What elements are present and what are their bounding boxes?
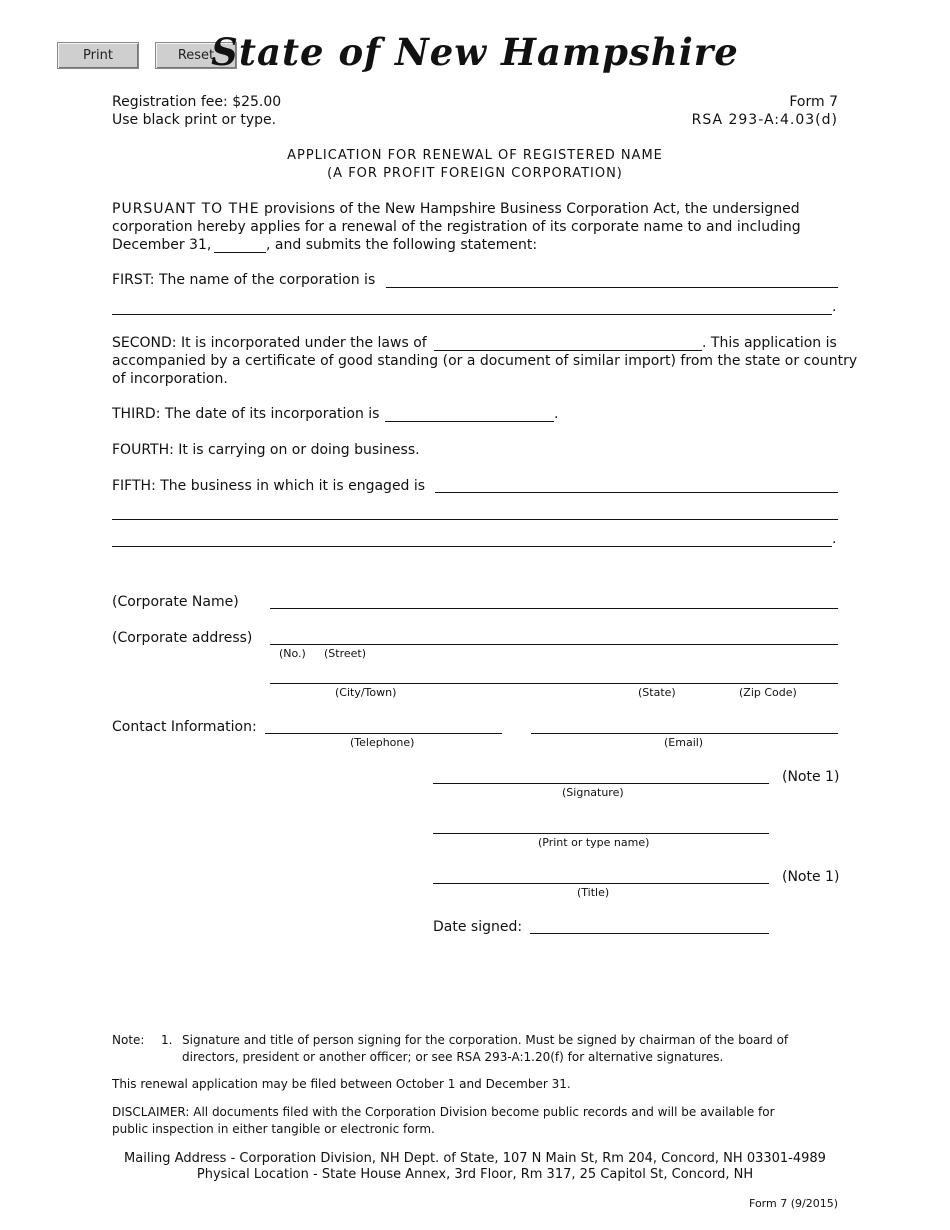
- period: .: [832, 531, 837, 547]
- print-button[interactable]: Print: [57, 42, 139, 69]
- second-line2: accompanied by a certificate of good standing (or a document of similar import) from the state or country: [112, 353, 858, 369]
- telephone-field[interactable]: [265, 733, 502, 734]
- note-reference: (Note 1): [782, 869, 840, 885]
- mailing-address: Mailing Address - Corporation Division, NH Dept. of State, 107 N Main St, Rm 204, Concord, NH 03301-4989: [124, 1151, 826, 1166]
- corporate-name-field[interactable]: [270, 608, 838, 609]
- form-number: Form 7: [789, 94, 838, 110]
- note-number: 1.: [161, 1033, 173, 1047]
- intro-line3-start: December 31,: [112, 237, 212, 253]
- period: .: [554, 406, 559, 422]
- note-label: Note:: [112, 1033, 145, 1047]
- incorporation-laws-field[interactable]: [434, 350, 702, 351]
- business-field-3[interactable]: [112, 546, 832, 547]
- intro-line3-end: , and submits the following statement:: [266, 237, 538, 253]
- contact-label: Contact Information:: [112, 719, 257, 735]
- business-field[interactable]: [435, 492, 838, 493]
- disclaimer-line2: public inspection in either tangible or electronic form.: [112, 1122, 435, 1136]
- intro-lead: PURSUANT TO THE: [112, 201, 260, 217]
- reset-button[interactable]: Reset: [155, 42, 237, 69]
- period: .: [832, 299, 837, 315]
- note-reference: (Note 1): [782, 769, 840, 785]
- rsa-reference: RSA 293-A:4.03(d): [691, 112, 838, 128]
- corporation-name-field[interactable]: [386, 287, 838, 288]
- note1-line1: Signature and title of person signing for the corporation. Must be signed by chairman of the board of: [182, 1033, 789, 1047]
- filing-window: This renewal application may be filed between October 1 and December 31.: [112, 1077, 571, 1091]
- city-caption: (City/Town): [335, 686, 397, 699]
- business-field-2[interactable]: [112, 519, 838, 520]
- zip-caption: (Zip Code): [739, 686, 797, 699]
- state-caption: (State): [638, 686, 676, 699]
- second-line3: of incorporation.: [112, 371, 228, 387]
- first-label: FIRST: The name of the corporation is: [112, 272, 376, 288]
- no-caption: (No.): [279, 647, 306, 660]
- incorporation-date-field[interactable]: [385, 421, 554, 422]
- form-version: Form 7 (9/2015): [749, 1197, 838, 1210]
- physical-location: Physical Location - State House Annex, 3rd Floor, Rm 317, 25 Capitol St, Concord, NH: [196, 1167, 754, 1182]
- note1-line2: directors, president or another officer; or see RSA 293-A:1.20(f) for alternative signatures.: [182, 1050, 724, 1064]
- street-address-field[interactable]: [270, 644, 838, 645]
- form-subheading: (A FOR PROFIT FOREIGN CORPORATION): [327, 166, 623, 181]
- renewal-year-field[interactable]: [214, 252, 266, 253]
- signature-field[interactable]: [433, 783, 769, 784]
- page-title: State of New Hampshire: [211, 30, 739, 74]
- title-field[interactable]: [433, 883, 769, 884]
- fifth-label: FIFTH: The business in which it is engaged is: [112, 478, 426, 494]
- print-name-field[interactable]: [433, 833, 769, 834]
- street-caption: (Street): [324, 647, 367, 660]
- title-caption: (Title): [577, 886, 610, 899]
- email-field[interactable]: [531, 733, 838, 734]
- print-name-caption: (Print or type name): [538, 836, 650, 849]
- form-heading: APPLICATION FOR RENEWAL OF REGISTERED NAME: [287, 148, 663, 163]
- fourth-label: FOURTH: It is carrying on or doing business.: [112, 442, 420, 458]
- date-signed-field[interactable]: [530, 933, 769, 934]
- date-signed-label: Date signed:: [433, 919, 523, 935]
- telephone-caption: (Telephone): [350, 736, 415, 749]
- email-caption: (Email): [664, 736, 704, 749]
- second-line1-end: . This application is: [702, 335, 837, 351]
- second-label: SECOND: It is incorporated under the laws of: [112, 335, 427, 351]
- disclaimer-line1: DISCLAIMER: All documents filed with the Corporation Division become public records and will be available for: [112, 1105, 775, 1119]
- intro-line1-text: provisions of the New Hampshire Business Corporation Act, the undersigned: [264, 201, 800, 217]
- intro-line1: [112, 200, 800, 218]
- corporation-name-field-2[interactable]: [112, 314, 832, 315]
- intro-line2: corporation hereby applies for a renewal of the registration of its corporate name to and including: [112, 219, 801, 235]
- signature-caption: (Signature): [562, 786, 624, 799]
- third-label: THIRD: The date of its incorporation is: [112, 406, 380, 422]
- ink-instruction: Use black print or type.: [112, 112, 277, 128]
- city-state-zip-field[interactable]: [270, 683, 838, 684]
- registration-fee: Registration fee: $25.00: [112, 94, 282, 110]
- corporate-address-label: (Corporate address): [112, 630, 253, 646]
- corporate-name-label: (Corporate Name): [112, 594, 239, 610]
